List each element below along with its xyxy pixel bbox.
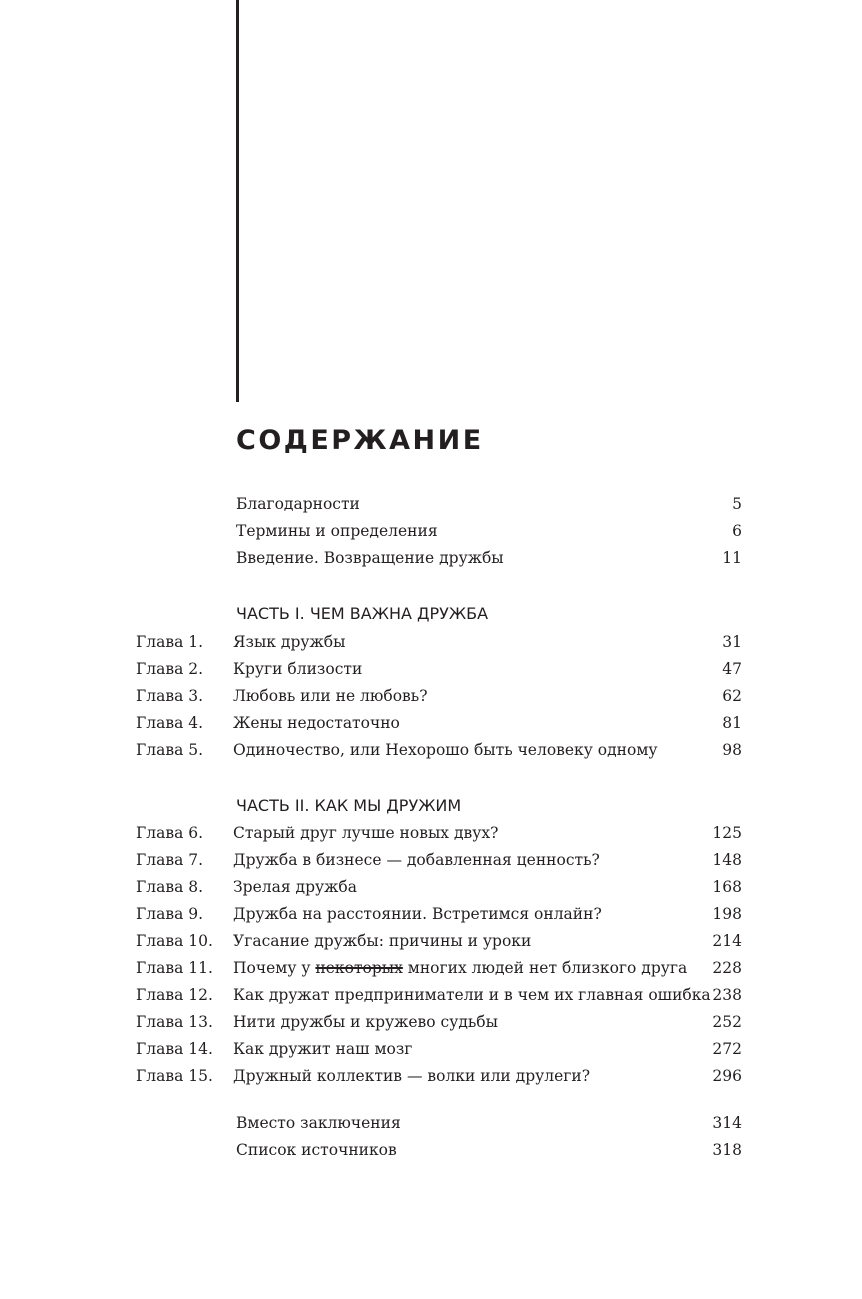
toc-chapter[interactable] [0, 1036, 862, 1063]
chapter-page: 125 [712, 824, 742, 842]
chapter-number: Глава 5. [136, 741, 204, 759]
toc-entry[interactable] [0, 1110, 862, 1137]
chapter-page: 62 [722, 687, 742, 705]
toc-entry-page: 6 [732, 522, 742, 540]
chapter-title-struck: некоторых [315, 959, 403, 977]
page-title: СОДЕРЖАНИЕ [236, 425, 484, 456]
chapter-page: 238 [712, 986, 742, 1004]
chapter-page: 31 [722, 633, 742, 651]
toc-entry[interactable] [0, 1137, 862, 1164]
chapter-title: Нити дружбы и кружево судьбы [233, 1013, 498, 1031]
toc-chapter[interactable] [0, 1063, 862, 1090]
chapter-title [233, 955, 687, 982]
chapter-title: Дружба в бизнесе — добавленная ценность? [233, 851, 600, 869]
toc-chapter[interactable] [0, 656, 862, 683]
toc-entry[interactable] [0, 518, 862, 545]
chapter-number: Глава 15. [136, 1067, 213, 1085]
chapter-page: 296 [712, 1067, 742, 1085]
toc-entry[interactable] [0, 491, 862, 518]
chapter-title: Дружба на расстоянии. Встретимся онлайн? [233, 905, 602, 923]
chapter-number: Глава 2. [136, 660, 204, 678]
chapter-number: Глава 13. [136, 1013, 213, 1031]
toc-entry-title: Введение. Возвращение дружбы [236, 549, 504, 567]
chapter-number: Глава 14. [136, 1040, 213, 1058]
chapter-number: Глава 8. [136, 878, 204, 896]
chapter-number: Глава 1. [136, 633, 204, 651]
chapter-title-before: Почему у [233, 959, 316, 977]
chapter-page: 168 [712, 878, 742, 896]
chapter-title: Угасание дружбы: причины и уроки [233, 932, 532, 950]
toc-chapter[interactable] [0, 710, 862, 737]
toc-entry-page: 314 [712, 1114, 742, 1132]
part-2-chapters [0, 820, 862, 1090]
toc-entry-page: 5 [732, 495, 742, 513]
chapter-page: 252 [712, 1013, 742, 1031]
toc-entry-page: 11 [722, 549, 742, 567]
chapter-page: 148 [712, 851, 742, 869]
part-1-chapters [0, 629, 862, 764]
chapter-number: Глава 4. [136, 714, 204, 732]
toc-entry-page: 318 [712, 1141, 742, 1159]
chapter-number: Глава 6. [136, 824, 204, 842]
toc-entry-title: Список источников [236, 1141, 397, 1159]
toc-chapter[interactable] [0, 629, 862, 656]
toc-chapter[interactable] [0, 847, 862, 874]
chapter-title: Старый друг лучше новых двух? [233, 824, 499, 842]
toc-back-matter [0, 1110, 862, 1164]
chapter-title: Язык дружбы [233, 633, 346, 651]
chapter-page: 198 [712, 905, 742, 923]
chapter-page: 98 [722, 741, 742, 759]
chapter-title: Круги близости [233, 660, 363, 678]
chapter-page: 228 [712, 959, 742, 977]
chapter-title: Как дружат предприниматели и в чем их главная ошибка [233, 986, 711, 1004]
toc-entry-title: Вместо заключения [236, 1114, 401, 1132]
toc-entry[interactable] [0, 545, 862, 572]
toc-chapter[interactable] [0, 955, 862, 982]
chapter-page: 214 [712, 932, 742, 950]
chapter-page: 81 [722, 714, 742, 732]
chapter-title: Любовь или не любовь? [233, 687, 428, 705]
toc-chapter[interactable] [0, 737, 862, 764]
toc-chapter[interactable] [0, 901, 862, 928]
chapter-page: 47 [722, 660, 742, 678]
part-heading: ЧАСТЬ I. ЧЕМ ВАЖНА ДРУЖБА [236, 604, 489, 623]
toc-chapter[interactable] [0, 874, 862, 901]
chapter-number: Глава 10. [136, 932, 213, 950]
toc-entry-title: Термины и определения [236, 522, 438, 540]
toc-chapter[interactable] [0, 982, 862, 1009]
chapter-title: Жены недостаточно [233, 714, 400, 732]
toc-chapter[interactable] [0, 928, 862, 955]
chapter-title: Дружный коллектив — волки или друлеги? [233, 1067, 591, 1085]
chapter-number: Глава 12. [136, 986, 213, 1004]
chapter-title: Одиночество, или Нехорошо быть человеку одному [233, 741, 658, 759]
chapter-title: Зрелая дружба [233, 878, 357, 896]
chapter-page: 272 [712, 1040, 742, 1058]
decorative-vertical-rule [236, 0, 239, 402]
toc-entry-title: Благодарности [236, 495, 360, 513]
chapter-number: Глава 9. [136, 905, 204, 923]
toc-front-matter [0, 491, 862, 572]
chapter-number: Глава 7. [136, 851, 204, 869]
part-heading: ЧАСТЬ II. КАК МЫ ДРУЖИМ [236, 796, 462, 815]
chapter-number: Глава 3. [136, 687, 204, 705]
toc-chapter[interactable] [0, 1009, 862, 1036]
chapter-title-after: многих людей нет близкого друга [402, 959, 688, 977]
chapter-number: Глава 11. [136, 959, 213, 977]
chapter-title: Как дружит наш мозг [233, 1040, 413, 1058]
toc-chapter[interactable] [0, 820, 862, 847]
toc-chapter[interactable] [0, 683, 862, 710]
